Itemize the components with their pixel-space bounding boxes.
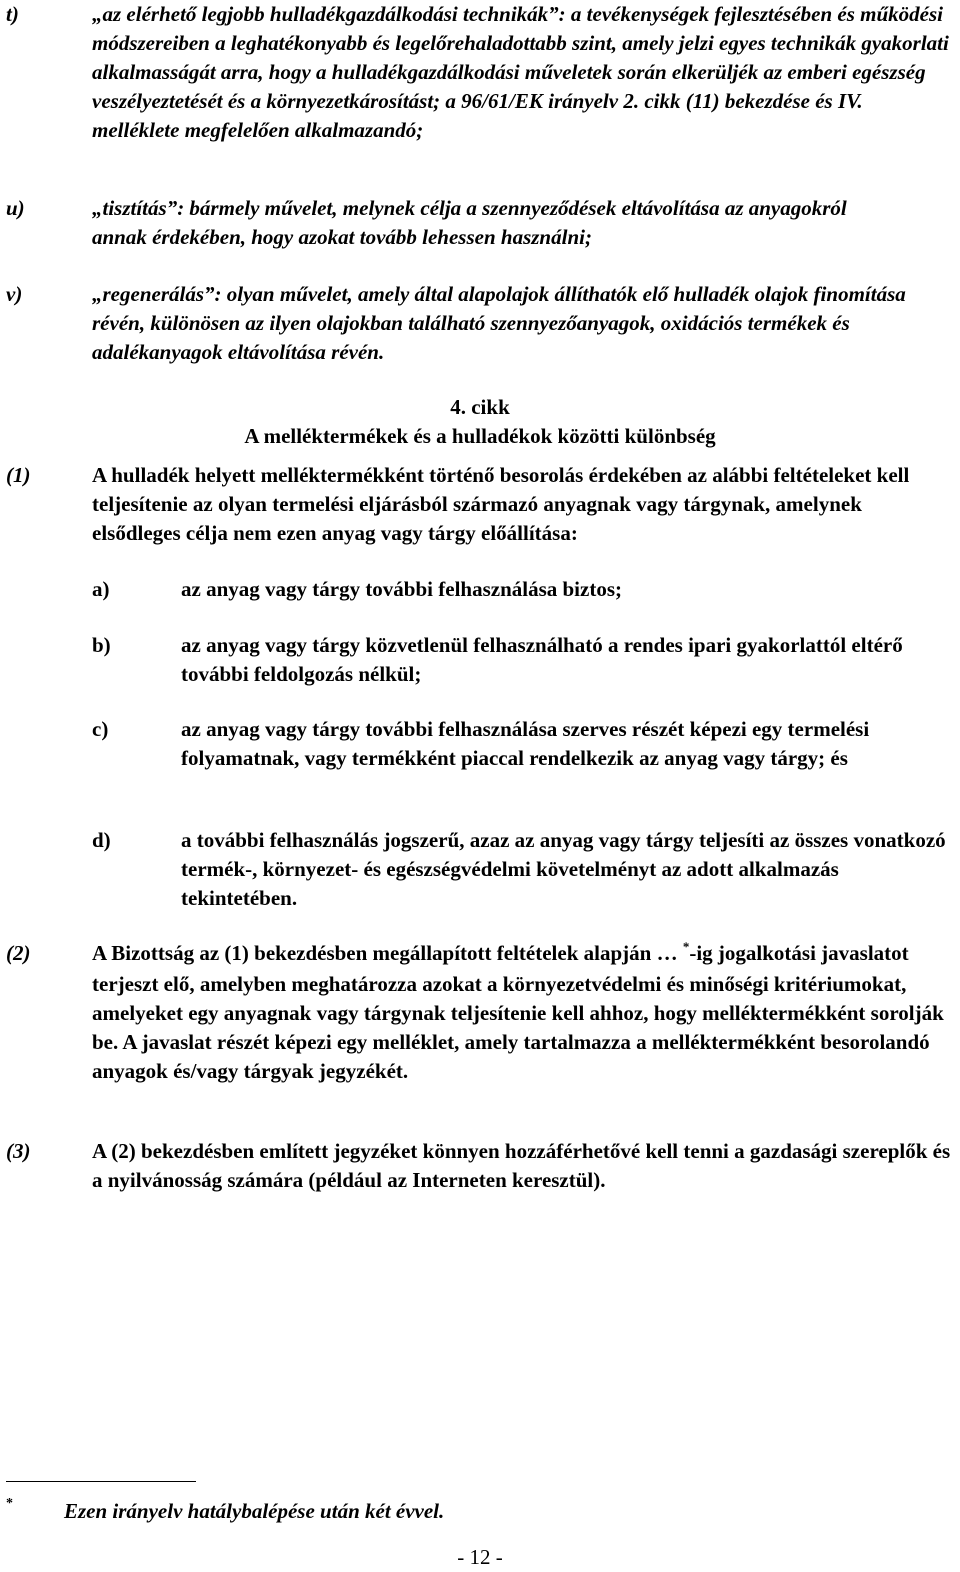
paragraph-text xyxy=(92,939,952,1086)
point-text: az anyag vagy tárgy további felhasználása biztos; xyxy=(181,577,622,601)
point-label: b) xyxy=(92,633,111,657)
definition-label: v) xyxy=(6,282,23,306)
point-text: a további felhasználás jogszerű, azaz az anyag vagy tárgy teljesíti az összes vonatkozó termék-, környezet- és egészségvédelmi követelményt az adott alkalmazás tekintetében. xyxy=(181,828,946,910)
page-number: - 12 - xyxy=(457,1545,503,1569)
footnote-text: Ezen irányelv hatálybalépése után két évvel. xyxy=(64,1499,445,1523)
point-text: az anyag vagy tárgy további felhasználása szerves részét képezi egy termelési folyamatnak, vagy termékként piaccal rendelkezik az anyag vagy tárgy; és xyxy=(181,717,870,770)
point-label: c) xyxy=(92,717,109,741)
footnote-mark: * xyxy=(6,1496,13,1511)
footnote-reference[interactable]: * xyxy=(682,939,690,954)
point-label: a) xyxy=(92,577,110,601)
definition-label: u) xyxy=(6,196,25,220)
paragraph-text-after: -ig jogalkotási javaslatot terjeszt elő, amelyben meghatározza azokat a környezetvédelmi és minőségi kritériumokat, amelyeket egy anyagnak vagy tárgynak teljesítenie kell ahhoz, hogy melléktermékként sorolják be. A javaslat részét képezi egy melléklet, amely tartalmazza a melléktermékként besorolandó anyagok és/vagy tárgyak jegyzékét. xyxy=(92,941,944,1083)
definition-label: t) xyxy=(6,2,19,26)
paragraph-label: (1) xyxy=(6,463,31,487)
paragraph-text-before: A Bizottság az (1) bekezdésben megállapított feltételek alapján … xyxy=(92,941,683,965)
point-label: d) xyxy=(92,828,111,852)
paragraph-label: (2) xyxy=(6,941,31,965)
point-text: az anyag vagy tárgy közvetlenül felhasználható a rendes ipari gyakorlattól eltérő további feldolgozás nélkül; xyxy=(181,633,903,686)
paragraph-text: A (2) bekezdésben említett jegyzéket könnyen hozzáférhetővé kell tenni a gazdasági szereplők és a nyilvánosság számára (például az Interneten keresztül). xyxy=(92,1139,951,1192)
paragraph-text: A hulladék helyett melléktermékként történő besorolás érdekében az alábbi feltételeket kell teljesítenie az olyan termelési eljárásból származó anyagnak vagy tárgynak, amelynek elsődleges célja nem ezen anyag vagy tárgy előállítása: xyxy=(92,463,910,545)
footnote-separator xyxy=(6,1481,196,1482)
article-number: 4. cikk xyxy=(450,395,510,419)
article-title: A melléktermékek és a hulladékok közötti különbség xyxy=(244,424,716,448)
paragraph-label: (3) xyxy=(6,1139,31,1163)
definition-text: „az elérhető legjobb hulladékgazdálkodási technikák”: a tevékenységek fejlesztésében és működési módszereiben a leghatékonyabb és legelőrehaladottabb szint, amely jelzi egyes technikák gyakorlati alkalmasságát arra, hogy a hulladékgazdálkodási műveletek során elkerüljék az emberi egészség veszélyeztetését és a környezetkárosítást; a 96/61/EK irányelv 2. cikk (11) bekezdése és IV. melléklete megfelelően alkalmazandó; xyxy=(92,2,949,142)
definition-text: „regenerálás”: olyan művelet, amely által alapolajok állíthatók elő hulladék olajok finomítása révén, különösen az ilyen olajokban található szennyezőanyagok, oxidációs termékek és adalékanyagok eltávolítása révén. xyxy=(92,282,906,364)
definition-text: „tisztítás”: bármely művelet, melynek célja a szennyeződések eltávolítása az anyagokról annak érdekében, hogy azokat tovább lehessen használni; xyxy=(92,196,847,249)
